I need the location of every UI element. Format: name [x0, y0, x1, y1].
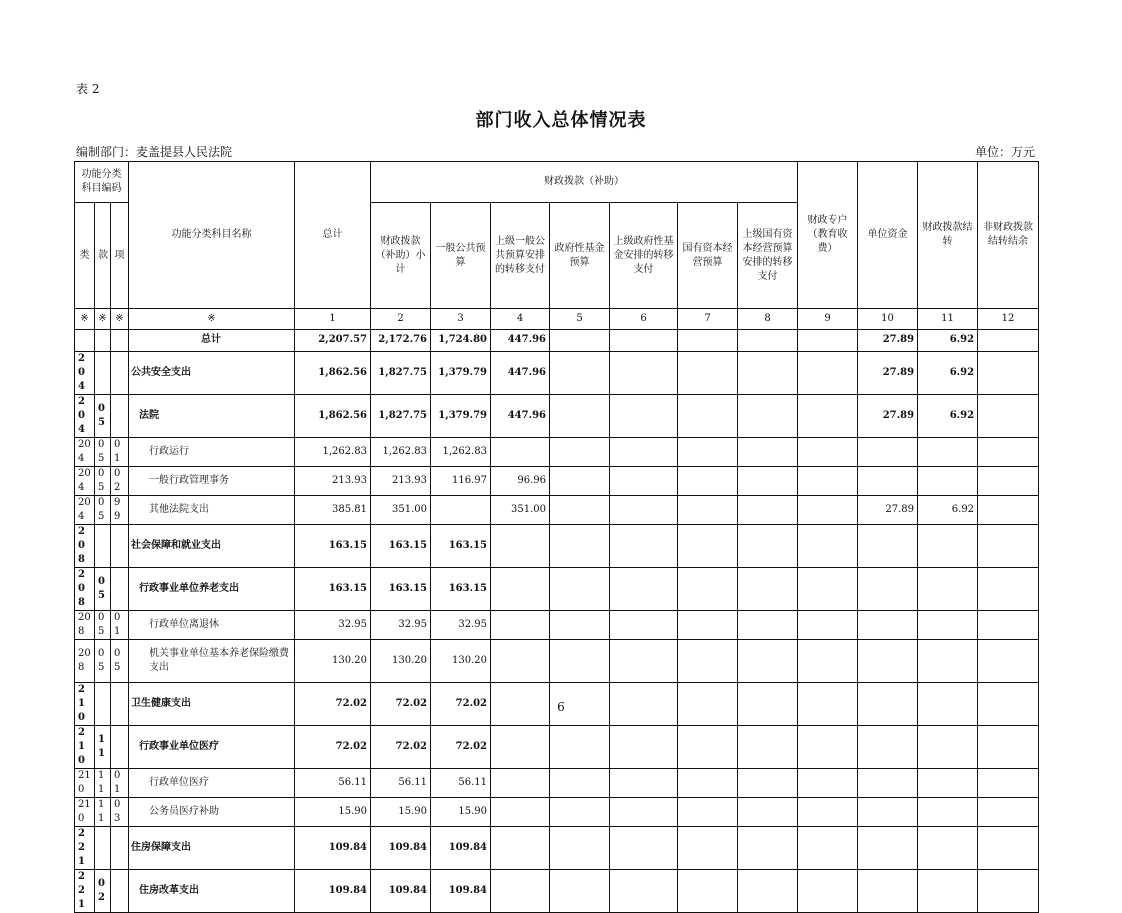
header-total: 总计 [295, 162, 371, 309]
code-lei-cell: 208 [75, 639, 95, 682]
value-cell: 351.00 [491, 495, 550, 524]
code-kuan-cell: 11 [95, 768, 111, 797]
code-lei-cell: 221 [75, 869, 95, 912]
value-cell [978, 797, 1039, 826]
value-cell [978, 466, 1039, 495]
value-cell [858, 524, 918, 567]
value-cell [798, 725, 858, 768]
value-cell [610, 351, 678, 394]
table-row [75, 610, 1039, 639]
value-cell: 109.84 [371, 826, 431, 869]
table-row [75, 394, 1039, 437]
value-cell [610, 869, 678, 912]
value-cell [678, 330, 738, 352]
code-kuan-cell: 05 [95, 567, 111, 610]
value-cell [491, 524, 550, 567]
value-cell: 2,172.76 [371, 330, 431, 352]
code-xiang-cell [111, 567, 129, 610]
code-kuan-cell [95, 524, 111, 567]
value-cell [550, 495, 610, 524]
code-lei-cell: 204 [75, 437, 95, 466]
column-number-cell: ※ [75, 309, 95, 330]
code-kuan-cell: 02 [95, 869, 111, 912]
item-name-cell: 行政单位医疗 [129, 768, 295, 797]
value-cell [610, 639, 678, 682]
value-cell [491, 610, 550, 639]
code-xiang-cell: 05 [111, 639, 129, 682]
value-cell [738, 869, 798, 912]
header-non-fiscal: 非财政拨款结转结余 [978, 162, 1039, 309]
value-cell [918, 567, 978, 610]
code-xiang-cell: 02 [111, 466, 129, 495]
value-cell [978, 351, 1039, 394]
value-cell [550, 797, 610, 826]
value-cell [858, 797, 918, 826]
value-cell [550, 351, 610, 394]
item-name-cell: 其他法院支出 [129, 495, 295, 524]
value-cell: 447.96 [491, 330, 550, 352]
value-cell: 2,207.57 [295, 330, 371, 352]
table-row [75, 495, 1039, 524]
value-cell [798, 826, 858, 869]
value-cell: 1,379.79 [431, 394, 491, 437]
table-row [75, 869, 1039, 912]
code-kuan-cell [95, 351, 111, 394]
column-number-cell: 9 [798, 309, 858, 330]
item-name-cell: 机关事业单位基本养老保险缴费支出 [129, 639, 295, 682]
header-special: 财政专户（教育收费） [798, 162, 858, 309]
value-cell: 163.15 [371, 567, 431, 610]
value-cell [738, 466, 798, 495]
value-cell [678, 437, 738, 466]
value-cell: 1,862.56 [295, 394, 371, 437]
column-number-row [75, 309, 1039, 330]
value-cell [491, 869, 550, 912]
value-cell [858, 466, 918, 495]
value-cell [738, 495, 798, 524]
value-cell [918, 524, 978, 567]
value-cell [678, 869, 738, 912]
value-cell: 72.02 [295, 682, 371, 725]
value-cell: 27.89 [858, 394, 918, 437]
code-xiang-cell: 03 [111, 797, 129, 826]
value-cell [858, 869, 918, 912]
value-cell [978, 495, 1039, 524]
code-xiang-cell [111, 524, 129, 567]
header-xiang: 项 [111, 203, 129, 309]
value-cell [798, 466, 858, 495]
column-number-cell: 1 [295, 309, 371, 330]
column-number-cell: ※ [95, 309, 111, 330]
value-cell [918, 437, 978, 466]
value-cell: 213.93 [371, 466, 431, 495]
value-cell [610, 330, 678, 352]
code-lei-cell: 208 [75, 524, 95, 567]
item-name-cell: 公共安全支出 [129, 351, 295, 394]
table-row [75, 797, 1039, 826]
column-number-cell: 7 [678, 309, 738, 330]
value-cell [798, 869, 858, 912]
value-cell [491, 639, 550, 682]
header-transfer-fund: 上级政府性基金安排的转移支付 [610, 203, 678, 309]
column-number-cell: 3 [431, 309, 491, 330]
value-cell [431, 495, 491, 524]
header-unit-fund: 单位资金 [858, 162, 918, 309]
value-cell [738, 826, 798, 869]
value-cell: 56.11 [371, 768, 431, 797]
value-cell [798, 351, 858, 394]
code-xiang-cell [111, 394, 129, 437]
value-cell: 130.20 [431, 639, 491, 682]
value-cell: 32.95 [295, 610, 371, 639]
item-name-cell: 行政运行 [129, 437, 295, 466]
code-lei-cell: 204 [75, 466, 95, 495]
column-number-cell: 6 [610, 309, 678, 330]
value-cell: 72.02 [371, 725, 431, 768]
value-cell [550, 567, 610, 610]
code-kuan-cell [95, 826, 111, 869]
table-row [75, 466, 1039, 495]
item-name-cell: 行政事业单位养老支出 [129, 567, 295, 610]
value-cell [798, 394, 858, 437]
value-cell: 1,862.56 [295, 351, 371, 394]
value-cell [738, 610, 798, 639]
value-cell [550, 524, 610, 567]
value-cell: 109.84 [431, 826, 491, 869]
value-cell: 163.15 [431, 567, 491, 610]
code-kuan-cell: 11 [95, 725, 111, 768]
column-number-cell: 2 [371, 309, 431, 330]
value-cell [550, 330, 610, 352]
column-number-cell: 4 [491, 309, 550, 330]
value-cell [978, 524, 1039, 567]
code-xiang-cell: 99 [111, 495, 129, 524]
value-cell [858, 826, 918, 869]
value-cell: 213.93 [295, 466, 371, 495]
value-cell [550, 610, 610, 639]
value-cell [798, 495, 858, 524]
value-cell: 130.20 [295, 639, 371, 682]
value-cell [678, 394, 738, 437]
value-cell [678, 351, 738, 394]
value-cell [738, 797, 798, 826]
value-cell: 116.97 [431, 466, 491, 495]
value-cell: 1,379.79 [431, 351, 491, 394]
value-cell [918, 466, 978, 495]
value-cell [610, 567, 678, 610]
code-kuan-cell: 05 [95, 639, 111, 682]
value-cell: 130.20 [371, 639, 431, 682]
code-lei-cell: 221 [75, 826, 95, 869]
value-cell [610, 437, 678, 466]
value-cell: 6.92 [918, 495, 978, 524]
value-cell [978, 437, 1039, 466]
value-cell [918, 725, 978, 768]
value-cell: 32.95 [371, 610, 431, 639]
value-cell: 1,262.83 [431, 437, 491, 466]
table-number: 表 2 [76, 82, 100, 96]
unit-label: 单位：万元 [974, 145, 1035, 159]
value-cell: 351.00 [371, 495, 431, 524]
code-xiang-cell [111, 725, 129, 768]
value-cell [738, 437, 798, 466]
code-kuan-cell: 05 [95, 610, 111, 639]
code-xiang-cell [111, 330, 129, 352]
value-cell: 1,827.75 [371, 394, 431, 437]
value-cell [550, 639, 610, 682]
item-name-cell: 住房保障支出 [129, 826, 295, 869]
value-cell [491, 437, 550, 466]
code-lei-cell: 210 [75, 725, 95, 768]
header-lei: 类 [75, 203, 95, 309]
column-number-cell: 8 [738, 309, 798, 330]
code-lei-cell: 204 [75, 495, 95, 524]
code-lei-cell: 210 [75, 682, 95, 725]
value-cell: 385.81 [295, 495, 371, 524]
value-cell [798, 330, 858, 352]
value-cell [491, 826, 550, 869]
value-cell [678, 466, 738, 495]
value-cell [738, 524, 798, 567]
value-cell [610, 610, 678, 639]
value-cell [550, 869, 610, 912]
value-cell [550, 437, 610, 466]
table-row [75, 437, 1039, 466]
value-cell [738, 567, 798, 610]
value-cell [610, 826, 678, 869]
value-cell [678, 567, 738, 610]
value-cell: 6.92 [918, 330, 978, 352]
value-cell: 15.90 [431, 797, 491, 826]
value-cell [678, 826, 738, 869]
value-cell: 109.84 [295, 826, 371, 869]
header-carryover: 财政拨款结转 [918, 162, 978, 309]
value-cell: 27.89 [858, 351, 918, 394]
value-cell: 6.92 [918, 394, 978, 437]
value-cell [978, 394, 1039, 437]
value-cell [678, 639, 738, 682]
page-number: 6 [557, 700, 565, 714]
value-cell [610, 394, 678, 437]
value-cell: 447.96 [491, 351, 550, 394]
value-cell [550, 725, 610, 768]
value-cell [918, 869, 978, 912]
header-code-group: 功能分类科目编码 [75, 162, 129, 203]
code-xiang-cell [111, 826, 129, 869]
header-state-capital: 国有资本经营预算 [678, 203, 738, 309]
value-cell [738, 330, 798, 352]
code-lei-cell: 208 [75, 567, 95, 610]
value-cell: 109.84 [295, 869, 371, 912]
code-lei-cell [75, 330, 95, 352]
value-cell: 163.15 [431, 524, 491, 567]
code-lei-cell: 204 [75, 351, 95, 394]
value-cell: 1,262.83 [371, 437, 431, 466]
value-cell [978, 610, 1039, 639]
value-cell: 163.15 [295, 567, 371, 610]
value-cell [550, 394, 610, 437]
value-cell [858, 567, 918, 610]
item-name-cell: 公务员医疗补助 [129, 797, 295, 826]
code-lei-cell: 204 [75, 394, 95, 437]
value-cell [738, 639, 798, 682]
column-number-cell: 5 [550, 309, 610, 330]
item-name-cell: 行政单位离退休 [129, 610, 295, 639]
value-cell: 72.02 [431, 725, 491, 768]
value-cell: 27.89 [858, 495, 918, 524]
page-title: 部门收入总体情况表 [475, 110, 647, 131]
item-name-cell: 卫生健康支出 [129, 682, 295, 725]
code-kuan-cell: 11 [95, 797, 111, 826]
column-number-cell: 10 [858, 309, 918, 330]
value-cell: 27.89 [858, 330, 918, 352]
code-lei-cell: 210 [75, 797, 95, 826]
code-kuan-cell [95, 330, 111, 352]
value-cell: 15.90 [295, 797, 371, 826]
value-cell [678, 725, 738, 768]
code-kuan-cell: 05 [95, 466, 111, 495]
code-xiang-cell: 01 [111, 768, 129, 797]
code-lei-cell: 208 [75, 610, 95, 639]
value-cell: 72.02 [431, 682, 491, 725]
value-cell: 32.95 [431, 610, 491, 639]
item-name-cell: 法院 [129, 394, 295, 437]
value-cell [678, 495, 738, 524]
value-cell [858, 725, 918, 768]
value-cell [678, 524, 738, 567]
value-cell [610, 797, 678, 826]
value-cell [858, 437, 918, 466]
value-cell [678, 610, 738, 639]
code-xiang-cell: 01 [111, 610, 129, 639]
value-cell: 56.11 [295, 768, 371, 797]
value-cell: 72.02 [371, 682, 431, 725]
column-number-cell: ※ [111, 309, 129, 330]
value-cell: 1,827.75 [371, 351, 431, 394]
value-cell: 96.96 [491, 466, 550, 495]
header-gov-fund: 政府性基金预算 [550, 203, 610, 309]
department-label: 编制部门：麦盖提县人民法院 [76, 145, 233, 159]
value-cell [738, 394, 798, 437]
value-cell [610, 495, 678, 524]
value-cell [858, 639, 918, 682]
value-cell [738, 725, 798, 768]
value-cell: 56.11 [431, 768, 491, 797]
code-xiang-cell [111, 869, 129, 912]
header-general: 一般公共预算 [431, 203, 491, 309]
value-cell [738, 351, 798, 394]
value-cell [550, 826, 610, 869]
value-cell [610, 725, 678, 768]
table-row [75, 725, 1039, 768]
table-row [75, 826, 1039, 869]
value-cell [798, 639, 858, 682]
value-cell [978, 567, 1039, 610]
value-cell [858, 610, 918, 639]
value-cell [798, 437, 858, 466]
value-cell: 163.15 [295, 524, 371, 567]
value-cell [491, 797, 550, 826]
value-cell [978, 639, 1039, 682]
code-kuan-cell: 05 [95, 437, 111, 466]
value-cell [550, 466, 610, 495]
item-name-cell: 社会保障和就业支出 [129, 524, 295, 567]
value-cell [978, 869, 1039, 912]
column-number-cell: 12 [978, 309, 1039, 330]
value-cell [798, 524, 858, 567]
value-cell: 163.15 [371, 524, 431, 567]
header-transfer-general: 上级一般公共预算安排的转移支付 [491, 203, 550, 309]
table-row [75, 639, 1039, 682]
value-cell [798, 610, 858, 639]
item-name-cell: 行政事业单位医疗 [129, 725, 295, 768]
table-row [75, 567, 1039, 610]
value-cell [918, 826, 978, 869]
value-cell: 109.84 [431, 869, 491, 912]
value-cell: 447.96 [491, 394, 550, 437]
table-row [75, 524, 1039, 567]
code-xiang-cell: 01 [111, 437, 129, 466]
value-cell [678, 797, 738, 826]
value-cell [918, 610, 978, 639]
value-cell [798, 567, 858, 610]
income-table [74, 161, 1039, 913]
table-row [75, 351, 1039, 394]
value-cell: 15.90 [371, 797, 431, 826]
column-number-cell: ※ [129, 309, 295, 330]
column-number-cell: 11 [918, 309, 978, 330]
header-transfer-capital: 上级国有资本经营预算安排的转移支付 [738, 203, 798, 309]
header-kuan: 款 [95, 203, 111, 309]
table-body [75, 330, 1039, 913]
value-cell [491, 567, 550, 610]
value-cell [978, 826, 1039, 869]
value-cell: 1,724.80 [431, 330, 491, 352]
item-name-cell: 总计 [129, 330, 295, 352]
code-lei-cell: 210 [75, 768, 95, 797]
value-cell [610, 524, 678, 567]
value-cell [918, 639, 978, 682]
value-cell: 1,262.83 [295, 437, 371, 466]
header-fiscal-group: 财政拨款（补助） [371, 162, 798, 203]
code-kuan-cell: 05 [95, 394, 111, 437]
value-cell [491, 725, 550, 768]
value-cell: 109.84 [371, 869, 431, 912]
value-cell [610, 466, 678, 495]
value-cell [978, 330, 1039, 352]
item-name-cell: 一般行政管理事务 [129, 466, 295, 495]
value-cell: 72.02 [295, 725, 371, 768]
header-fiscal-sub: 财政拨款（补助）小计 [371, 203, 431, 309]
code-xiang-cell [111, 351, 129, 394]
value-cell: 6.92 [918, 351, 978, 394]
header-name: 功能分类科目名称 [129, 162, 295, 309]
code-kuan-cell: 05 [95, 495, 111, 524]
table-row [75, 330, 1039, 352]
value-cell [918, 797, 978, 826]
item-name-cell: 住房改革支出 [129, 869, 295, 912]
value-cell [798, 797, 858, 826]
value-cell [978, 725, 1039, 768]
